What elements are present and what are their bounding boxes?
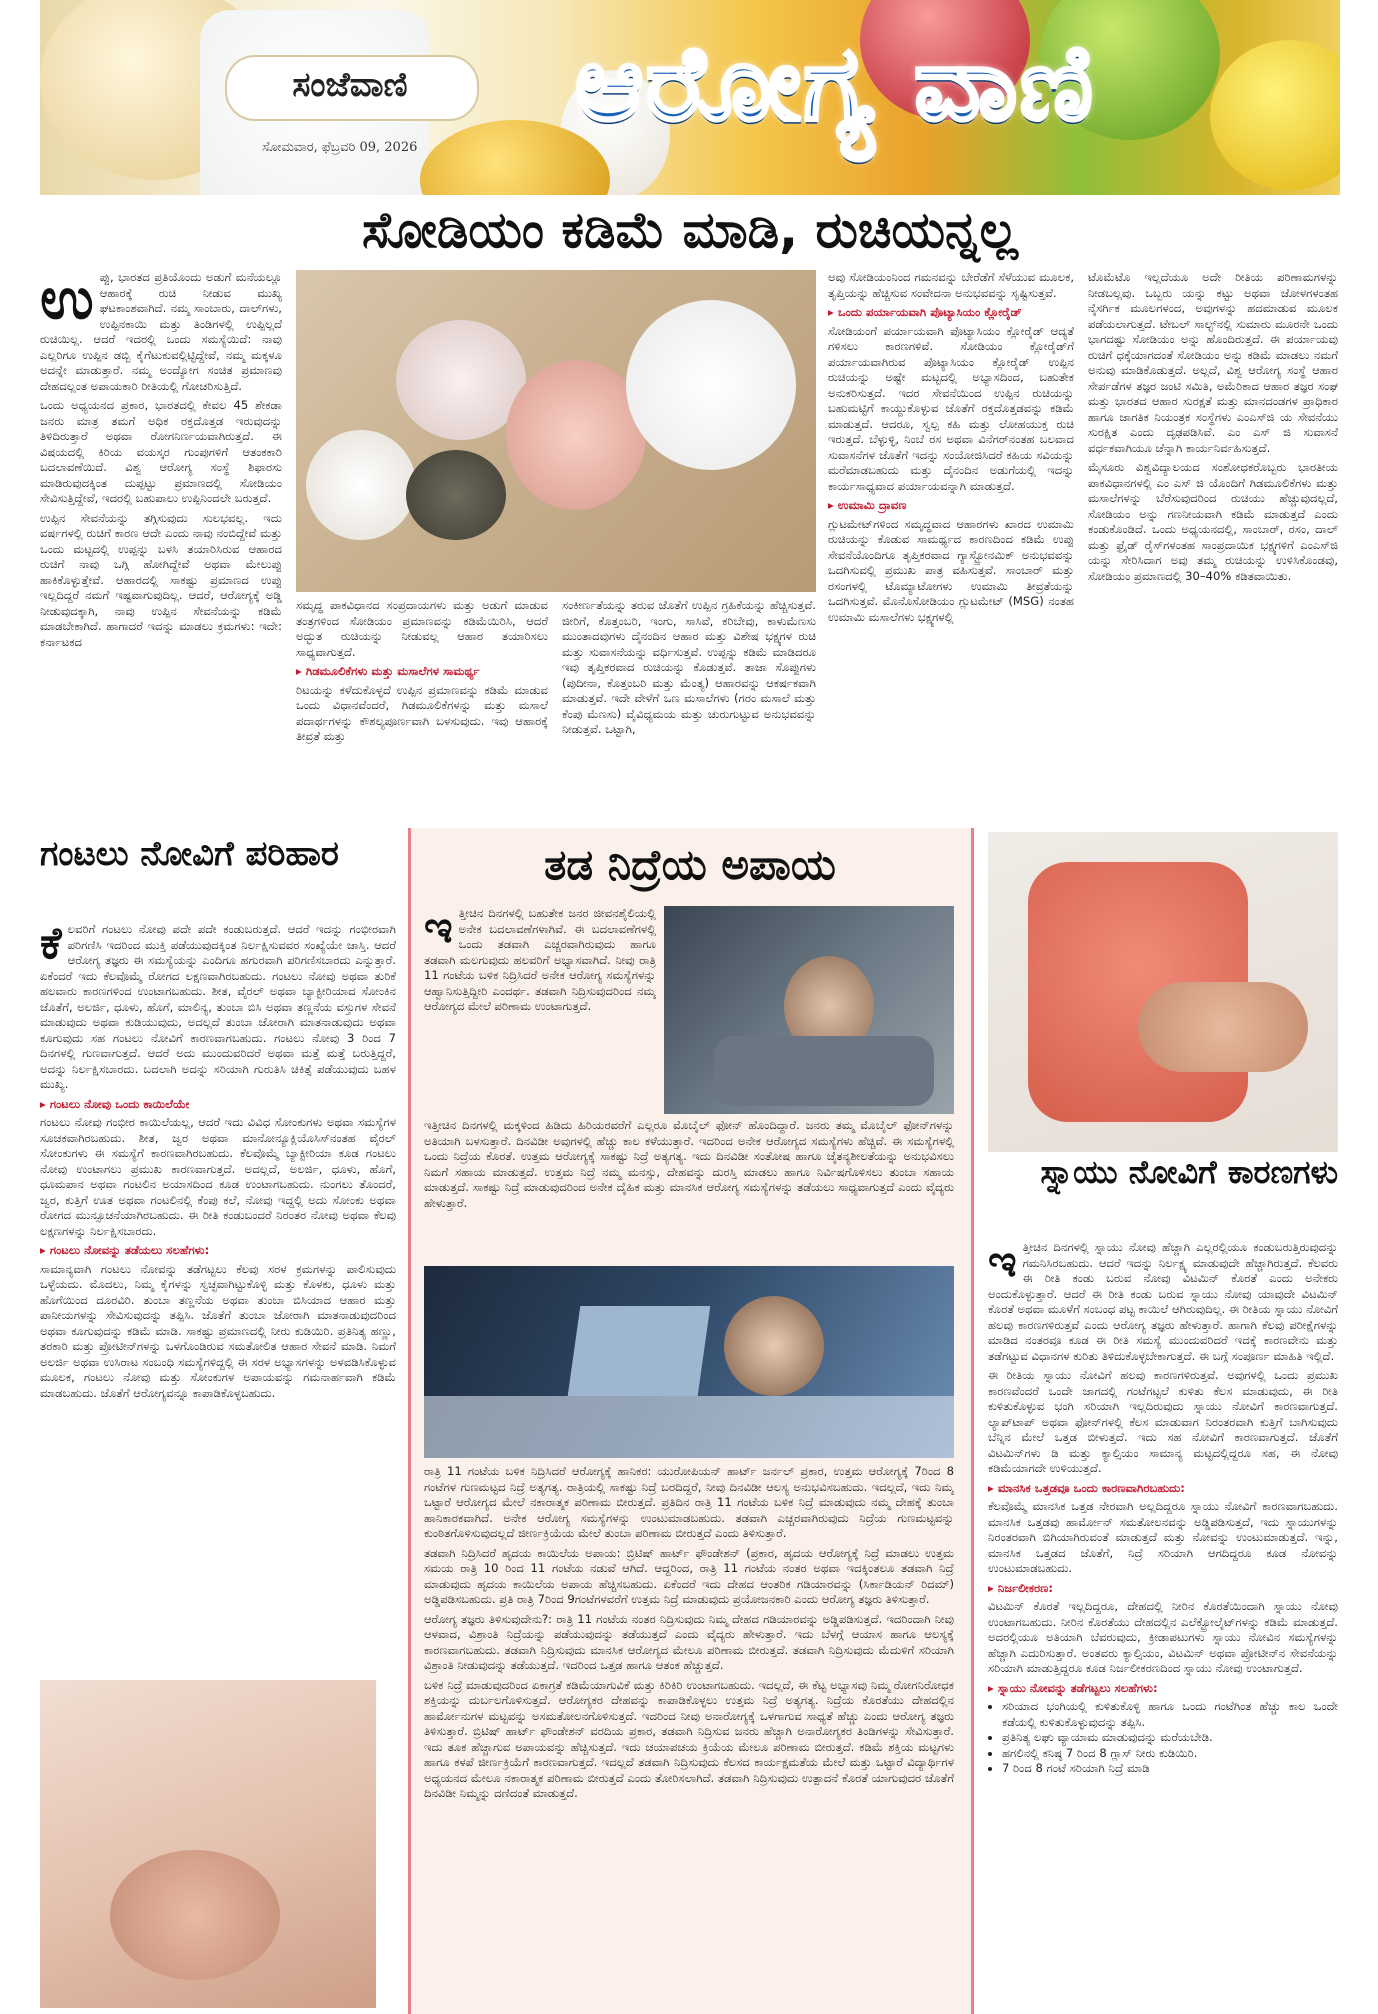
dropcap: ಉ — [40, 270, 94, 332]
sleep-para: ಆರೋಗ್ಯ ತಜ್ಞರು ತಿಳಿಸುವುದೇನು?: ರಾತ್ರಿ 11 ಗಂಟೆಯ ನಂತರ ನಿದ್ರಿಸುವುದು ನಿಮ್ಮ ದೇಹದ ಗಡಿಯಾರವನ್ನು ಅಡ್ಡಿಪಡಿಸುತ್ತದೆ. ಇದರಿಂದಾಗಿ ನೀವು ಆಳವಾದ, ವಿಶ್ರಾಂತಿ ನಿದ್ರೆಯನ್ನು ಪಡೆಯುವುದನ್ನು ತಡೆಯುತ್ತದೆ ಎಂದು ವೈದ್ಯರು ಹೇಳುತ್ತಾರೆ. ಇದು ಬೆಳಗ್ಗೆ ಆಯಾಸ ಹಾಗೂ ಆಲಸ್ಯಕ್ಕೆ ಕಾರಣವಾಗಬಹುದು. ತಡವಾಗಿ ನಿದ್ರಿಸುವುದು ಮಾನಸಿಕ ಆರೋಗ್ಯದ ಮೇಲೂ ಪರಿಣಾಮ ಬೀರುತ್ತದೆ. ತಡವಾಗಿ ನಿದ್ರಿಸುವುದು ಮೆದುಳಿಗೆ ಸರಿಯಾಗಿ ವಿಶ್ರಾಂತಿ ನೀಡುವುದನ್ನು ತಡೆಯುತ್ತದೆ. ಇದರಿಂದ ಒತ್ತಡ ಹಾಗೂ ಆತಂಕ ಹೆಚ್ಚುತ್ತದೆ. — [424, 1611, 954, 1672]
list-item: • 7 ರಿಂದ 8 ಗಂಟೆ ಸರಿಯಾಗಿ ನಿದ್ರೆ ಮಾಡಿ — [1002, 1761, 1338, 1777]
dropcap: ಇ — [424, 906, 453, 953]
sodium-para: ಗ್ಲುಟಮೇಟ್‌ಗಳಿಂದ ಸಮೃದ್ಧವಾದ ಆಹಾರಗಳು ಖಾರದ ಉಮಾಮಿ ರುಚಿಯನ್ನು ಕೊಡುವ ಸಾಮರ್ಥ್ಯದ ಕಾರಣದಿಂದ ಕಡಿಮೆ ಉಪ್ಪು ಸೇವನೆಯೊಂದಿಗೂ ತೃಪ್ತಿಕರವಾದ ಗ್ಯಾಸ್ಟ್ರೋನಮಿಕ್ ಅನುಭವವನ್ನು ಒದಗಿಸುವಲ್ಲಿ ಪ್ರಮುಖ ಪಾತ್ರ ವಹಿಸುತ್ತವೆ. ಸಾಂಬಾರ್ ಮತ್ತು ರಸಂಗಳಲ್ಲಿ ಟೊಮ್ಯಾಟೋಗಳು ಉಮಾಮಿ ತೀವ್ರತೆಯನ್ನು ಒದಗಿಸುತ್ತವೆ. ಮೊನೊಸೋಡಿಯಂ ಗ್ಲುಟಮೇಟ್ (MSG) ನಂತಹ ಉಮಾಮಿ ಮಸಾಲೆಗಳು ಭಕ್ಷ್ಯಗಳಲ್ಲಿ — [828, 516, 1074, 624]
list-item: • ಸರಿಯಾದ ಭಂಗಿಯಲ್ಲಿ ಕುಳಿತುಕೊಳ್ಳಿ ಹಾಗೂ ಒಂದು ಗಂಟೆಗಿಂತ ಹೆಚ್ಚು ಕಾಲ ಒಂದೇ ಕಡೆಯಲ್ಲಿ ಕುಳಿತುಕೊಳ್ಳುವುದನ್ನು ತಪ್ಪಿಸಿ. — [1002, 1699, 1338, 1730]
muscle-para: ತ್ತೀಚಿನ ದಿನಗಳಲ್ಲಿ ಸ್ನಾಯು ನೋವು ಹೆಚ್ಚಾಗಿ ಎಲ್ಲರಲ್ಲಿಯೂ ಕಂಡುಬರುತ್ತಿರುವುದನ್ನು ಗಮನಿಸಿರಬಹುದು. ಆದರೆ ಇದನ್ನು ನಿರ್ಲಕ್ಷ್ಯ ಮಾಡುವುದೇ ಹೆಚ್ಚಾಗಿರುತ್ತದೆ. ಕೆಲವರು ಈ ರೀತಿ ಕಂಡು ಬರುವ ನೋವು ವಿಟಮಿನ್ ಕೊರತೆ ಎಂದು ಅನೇಕರು ಅಂದುಕೊಳ್ಳುತ್ತಾರೆ. ಆದರೆ ಈ ರೀತಿ ಕಂಡು ಬರುವ ಸ್ನಾಯು ನೋವು ಯಾವುದೇ ವಿಟಮಿನ್ ಕೊರತೆ ಅಥವಾ ಮೂಳೆಗೆ ಸಂಬಂಧ ಪಟ್ಟ ಕಾಯಿಲೆ ಆಗಿರುವುದಿಲ್ಲ. ಈ ರೀತಿಯ ಸ್ನಾಯು ನೋವಿಗೆ ಹಲವು ಕಾರಣಗಳಿರುತ್ತವೆ ಎಂದು ಆರೋಗ್ಯ ತಜ್ಞರು ಹೇಳುತ್ತಾರೆ. ಹಾಗಾಗಿ ಕೆಲವು ಪರೀಕ್ಷೆಗಳನ್ನು ಮಾಡಿದ ನಂತರವೂ ಕೂಡ ಈ ರೀತಿ ಸಮಸ್ಯೆ ಮುಂದುವರಿದರೆ ಇದಕ್ಕೆ ಕಾರಣವೇನು ಮತ್ತು ತಡೆಗಟ್ಟುವ ವಿಧಾನಗಳ ಕುರಿತು ತಿಳಿದುಕೊಳ್ಳಬೇಕಾಗುತ್ತದೆ. ಈ ಬಗ್ಗೆ ಸಂಪೂರ್ಣ ಮಾಹಿತಿ ಇಲ್ಲಿದೆ. — [988, 1240, 1338, 1363]
sodium-para: ರಿಟಯನ್ನು ಕಳೆದುಕೊಳ್ಳದೆ ಉಪ್ಪಿನ ಪ್ರಮಾಣವನ್ನು ಕಡಿಮೆ ಮಾಡುವ ಒಂದು ವಿಧಾನವೆಂದರೆ, ಗಿಡಮೂಲಿಕೆಗಳನ್ನು ಮತ್ತು ಮಸಾಲೆ ಪದಾರ್ಥಗಳನ್ನು ಕೌಶಲ್ಯಪೂರ್ಣವಾಗಿ ಬಳಸುವುದು. ಇವು ಆಹಾರಕ್ಕೆ ತೀವ್ರತೆ ಮತ್ತು — [296, 682, 548, 743]
sodium-col-4 — [828, 270, 1074, 818]
phone-in-bed-image — [664, 906, 954, 1114]
sodium-para: ಉಪ್ಪಿನ ಸೇವನೆಯನ್ನು ತಗ್ಗಿಸುವುದು ಸುಲಭವಲ್ಲ. ಇದು ವರ್ಷಗಳಲ್ಲಿ ರುಚಿಗೆ ಕಾರಣ ಆದೇ ಎಂದು ನಾವು ನಂಬಿದ್ದೇವೆ ಮತ್ತು ಒಂದು ಮಟ್ಟದಲ್ಲಿ ಉಪ್ಪನ್ನು ಬಳಸಿ ತಯಾರಿಸಿರುವ ಆಹಾರದ ರುಚಿಗೆ ನಾವು ಒಗ್ಗಿ ಹೋಗಿದ್ದೇವೆ ಅಥವಾ ಮೇಲುಪ್ಪು ಹಾಕಿಕೊಳ್ಳುತ್ತೇವೆ. ಆಹಾರದಲ್ಲಿ ಸಾಕಷ್ಟು ಪ್ರಮಾಣದ ಉಪ್ಪು ಇಲ್ಲದಿದ್ದರೆ ನಮಗೆ ಇಷ್ಟವಾಗುವುದಿಲ್ಲ. ಆದರೆ, ಆರೋಗ್ಯಕ್ಕೆ ಅಡ್ಡಿ ನೀಡುವುದಕ್ಕಾಗಿ, ನಾವು ಉಪ್ಪಿನ ಸೇವನೆಯನ್ನು ಕಡಿಮೆ ಮಾಡಬೇಕಾಗಿದೆ. ಹಾಗಾದರೆ ಇದನ್ನು ಮಾಡಲು ಕ್ರಮಗಳು: ಇದೇ: ಕರ್ನಾಟಕದ — [40, 510, 282, 649]
sodium-para: ಟೊಮೆಟೊ ಇಲ್ಲದೆಯೂ ಅದೇ ರೀತಿಯ ಪರಿಣಾಮಗಳನ್ನು ನೀಡಬಲ್ಲವು. ಒಬ್ಬರು ಯನ್ನು ಕಟ್ಟು ಅಥವಾ ಜೋಳಗಳಂತಹ ನೈಸರ್ಗಿಕ ಮೂಲಗಳಂದ, ಅವುಗಳನ್ನು ಹದಮಾಡುವ ಮೂಲಕ ಪಡೆಯಲಾಗುತ್ತದೆ. ಟೇಬಲ್ ಸಾಲ್ಟ್‌ನಲ್ಲಿ ಸುಮಾರು ಮೂರನೇ ಒಂದು ಭಾಗದಷ್ಟು ಸೋಡಿಯಂ ಅನ್ನು ಹೊಂದಿರುತ್ತದೆ. ಈ ಪರ್ಯಾಯವು ರುಚಿಗೆ ಧಕ್ಕೆಯಾಗದಂತೆ ಸೋಡಿಯಂ ಅನ್ನು ಕಡಿಮೆ ಮಾಡಲು ನಮಗೆ ಅನುವು ಮಾಡಿಕೊಡುತ್ತದೆ. ಅಲ್ಲದೆ, ವಿಶ್ವ ಆರೋಗ್ಯ ಸಂಸ್ಥೆ ಆಹಾರ ಸೇರ್ಪಡೆಗಳ ತಜ್ಞರ ಜಂಟಿ ಸಮಿತಿ, ಅಮೆರಿಕಾದ ಆಹಾರ ತಜ್ಞರ ಸಂಘ ಮತ್ತು ಭಾರತದ ಆಹಾರ ಸುರಕ್ಷತೆ ಮತ್ತು ಮಾನದಂಡಗಳ ಪ್ರಾಧಿಕಾರ ಹಾಗೂ ಜಾಗತಿಕ ನಿಯಂತ್ರಕ ಸಂಸ್ಥೆಗಳು ಎಂಎಸ್‌ಜಿ ಯ ಸೇವನೆಯು ಸುರಕ್ಷಿತ ಎಂದು ದೃಢಪಡಿಸಿವೆ. ಎಂ ಎಸ್ ಜಿ ಸುವಾಸನೆ ವರ್ಧಕವಾಗಿಯೂ ಚೆನ್ನಾಗಿ ಕಾರ್ಯನಿರ್ವಹಿಸುತ್ತದೆ. — [1088, 270, 1338, 455]
section-title: ಆರೋಗ್ಯ ವಾಣಿ — [575, 22, 1096, 144]
lemon-image — [1210, 40, 1340, 190]
muscle-body — [988, 1240, 1338, 2008]
subheading: ▸ ಗಿಡಮೂಲಿಕೆಗಳು ಮತ್ತು ಮಸಾಲೆಗಳ ಸಾಮರ್ಥ್ಯ — [296, 664, 480, 678]
throat-pain-image — [40, 1680, 376, 2008]
list-item: • ಹಗಲಿನಲ್ಲಿ ಕನಿಷ್ಠ 7 ರಿಂದ 8 ಗ್ಲಾಸ್ ನೀರು ಕುಡಿಯಿರಿ. — [1002, 1746, 1338, 1762]
sleep-title: ತಡ ನಿದ್ರೆಯ ಅಪಾಯ — [544, 840, 836, 889]
dropcap: ಇ — [988, 1240, 1017, 1287]
sleep-para: ರಾತ್ರಿ 11 ಗಂಟೆಯ ಬಳಿಕ ನಿದ್ರಿಸಿದರೆ ಆರೋಗ್ಯಕ್ಕೆ ಹಾನಿಕರ: ಯುರೋಪಿಯನ್ ಹಾರ್ಟ್ ಜರ್ನಲ್ ಪ್ರಕಾರ, ಉತ್ತಮ ಆರೋಗ್ಯಕ್ಕೆ 7ರಿಂದ 8 ಗಂಟೆಗಳ ಗುಣಮಟ್ಟದ ನಿದ್ರೆ ಅತ್ಯಗತ್ಯ. ರಾತ್ರಿಯಲ್ಲಿ ಸಾಕಷ್ಟು ನಿದ್ರೆ ಬರದಿದ್ದರೆ, ನೀವು ದಿನವಿಡೀ ಆಲಸ್ಯ ಅನುಭವಿಸಬಹುದು. ಇದಲ್ಲದೆ, ಇದು ನಿಮ್ಮ ಒಟ್ಟಾರೆ ಆರೋಗ್ಯದ ಮೇಲೆ ನಕಾರಾತ್ಮಕ ಪರಿಣಾಮ ಬೀರುತ್ತದೆ. ಪ್ರತಿದಿನ ರಾತ್ರಿ 11 ಗಂಟೆಯ ಬಳಿಕ ನಿದ್ರೆ ಮಾಡುವುದು ನಮ್ಮ ದೇಹಕ್ಕೆ ತುಂಬಾ ಹಾನಿಕಾರಕವಾಗಿದೆ. ಅನೇಕ ಆರೋಗ್ಯ ಸಮಸ್ಯೆಗಳನ್ನು ಉಂಟುಮಾಡಬಹುದು. ತಡವಾಗಿ ಎಚ್ಚರವಾಗಿರುವುದು ನಿದ್ರೆಯ ಗುಣಮಟ್ಟವನ್ನು ಕುಂಠಿತಗೊಳಿಸುವುದಲ್ಲದೆ ಜೀರ್ಣಕ್ರಿಯೆಯ ಮೇಲೆ ತುಂಬಾ ಪರಿಣಾಮ ಬೀರುತ್ತದೆ ಎಂದು ತಿಳಿಸುತ್ತಾರೆ. — [424, 1464, 954, 1540]
sodium-para: ಸಮೃದ್ಧ ಪಾಕವಿಧಾನದ ಸಂಪ್ರದಾಯಗಳು ಮತ್ತು ಅಡುಗೆ ಮಾಡುವ ತಂತ್ರಗಳಿಂದ ಸೋಡಿಯಂ ಪ್ರಮಾಣವನ್ನು ಕಡಿಮೆಯಿರಿಸಿ, ಆದರೆ ಅದ್ಭುತ ರುಚಿಯನ್ನು ನೀಡುವಲ್ಲ ಆಹಾರ ತಯಾರಿಸಲು ಸಾಧ್ಯವಾಗುತ್ತದೆ. — [296, 598, 548, 659]
sodium-para: ಮೈಸೂರು ವಿಶ್ವವಿದ್ಯಾಲಯದ ಸಂಶೋಧಕರೊಬ್ಬರು ಭಾರತೀಯ ಪಾಕವಿಧಾನಗಳಲ್ಲಿ ಎಂ ಎಸ್ ಜಿ ಯೊಂದಿಗೆ ಗಿಡಮೂಲಿಕೆಗಳು ಮತ್ತು ಮಸಾಲೆಗಳನ್ನು ಬೆರೆಸುವುದರಿಂದ ರುಚಿಯು ಹೆಚ್ಚುವುದಲ್ಲದೆ, ಸೋಡಿಯಂ ಅನ್ನು ಗಣನೀಯವಾಗಿ ಕಡಿಮೆ ಮಾಡುತ್ತದೆ ಎಂದು ಕಂಡುಕೊಂಡಿದೆ. ಒಂದು ಅಧ್ಯಯನದಲ್ಲಿ, ಸಾಂಬಾರ್, ರಸಂ, ದಾಲ್ ಮತ್ತು ಫ್ರೈಡ್ ರೈಸ್‌ಗಳಂತಹ ಸಾಂಪ್ರದಾಯಿಕ ಭಕ್ಷ್ಯಗಳಿಗೆ ಎಂಎಸ್‌ಜಿ ಯನ್ನು ಸೇರಿಸಿದಾಗ ಅವು ತಮ್ಮ ರುಚಿಯನ್ನು ಉಳಿಸಿಕೊಂಡವು, ಸೋಡಿಯಂ ಪ್ರಮಾಣದಲ್ಲಿ 30–40% ಕಡಿತವಾಯಿತು. — [1088, 460, 1338, 583]
sodium-headline: ಸೋಡಿಯಂ ಕಡಿಮೆ ಮಾಡಿ, ರುಚಿಯನ್ನಲ್ಲ — [362, 201, 1018, 259]
muscle-title: ಸ್ನಾಯು ನೋವಿಗೆ ಕಾರಣಗಳು — [1040, 1153, 1338, 1191]
sodium-para: ಸೋಡಿಯಂಗೆ ಪರ್ಯಾಯವಾಗಿ ಪೊಟ್ಯಾಸಿಯಂ ಕ್ಲೋರೈಡ್ ಆದ್ಯತೆ ಗಳಿಸಲು ಕಾರಣಗಳಿವೆ. ಸೋಡಿಯಂ ಕ್ಲೋರೈಡ್‌ಗೆ ಪರ್ಯಾಯವಾಗಿರುವ ಪೊಟ್ಯಾಸಿಯಂ ಕ್ಲೋರೈಡ್ ಉಪ್ಪಿನ ರುಚಿಯನ್ನು ಅಷ್ಟೇ ಮಟ್ಟದಲ್ಲಿ ಅಭ್ಯಾಸದಿಂದ, ಬಹುತೇಕ ಅನುಕರಿಸುತ್ತದೆ. ಇದರ ಸೇವನೆಯಿಂದ ಉಪ್ಪಿನ ರುಚಿಯನ್ನು ಬಹುಮಟ್ಟಿಗೆ ಕಾಯ್ದುಕೊಳ್ಳುವ ಜೊತೆಗೆ ರಕ್ತದೊತ್ತಡವನ್ನು ಕಡಿಮೆ ಮಾಡುತ್ತದೆ. ಆದರೂ, ಸ್ವಲ್ಪ ಕಹಿ ಮತ್ತು ಲೋಹಯುಕ್ತ ರುಚಿ ಇರುತ್ತದೆ. ಬೆಳ್ಳುಳ್ಳಿ, ನಿಂಬೆ ರಸ ಅಥವಾ ವಿನೆಗರ್‌ನಂತಹ ಬಲವಾದ ಸುವಾಸನೆಗಳ ಜೊತೆಗೆ ಇದನ್ನು ಸಂಯೋಜಿಸಿದರೆ ಕಹಿಯ ಸವಿಯನ್ನು ಮರೆಮಾಡಬಹುದು ಮತ್ತು ದೈನಂದಿನ ಅಡುಗೆಯಲ್ಲಿ ಇದನ್ನು ಕಾರ್ಯಸಾಧ್ಯವಾದ ಪರ್ಯಾಯವನ್ನಾಗಿ ಮಾಡುತ್ತದೆ. — [828, 323, 1074, 493]
laptop-in-bed-image — [424, 1266, 954, 1458]
list-item: • ಪ್ರತಿನಿತ್ಯ ಲಘು ವ್ಯಾಯಾಮ ಮಾಡುವುದನ್ನು ಮರೆಯಬೇಡಿ. — [1002, 1730, 1338, 1746]
subheading: ▸ ಉಮಾಮಿ ದ್ರಾವಣ — [828, 498, 907, 512]
newspaper-logo[interactable]: ಸಂಜೆವಾಣಿ — [292, 65, 408, 105]
subheading: ▸ ಮಾನಸಿಕ ಒತ್ತಡವೂ ಒಂದು ಕಾರಣವಾಗಿರಬಹುದು: — [988, 1480, 1185, 1495]
sodium-para: ಪ್ಪು, ಭಾರತದ ಪ್ರತಿಯೊಂದು ಅಡುಗೆ ಮನೆಯಲ್ಲೂ ಆಹಾರಕ್ಕೆ ರುಚಿ ನೀಡುವ ಮುಖ್ಯ ಘಟಕಾಂಶವಾಗಿದೆ. ನಮ್ಮ ಸಾಂಬಾರು, ದಾಲ್‌ಗಳು, ಉಪ್ಪಿನಕಾಯಿ ಮತ್ತು ತಿಂಡಿಗಳಲ್ಲಿ ಉಪ್ಪಿಲ್ಲದೆ ರುಚಿಯಿಲ್ಲ. ಆದರೆ ಇದರಲ್ಲಿ ಒಂದು ಸಮಸ್ಯೆಯಿದೆ: ನಾವು ಎಲ್ಲರಿಗೂ ಉಪ್ಪಿನ ಡಬ್ಬಿ ಕೈಗೆಟುಕುವಲ್ಲಿಟ್ಟಿದ್ದೇವೆ, ನಮ್ಮ ಮಕ್ಕಳೂ ಅದನ್ನೇ ಮಾಡುತ್ತಾರೆ. ನಮ್ಮ ಅಂದ್ಯೋಗ ಸಂಚಿತ ಪ್ರಮಾಣವು ದೇಹದಲ್ಲಂತ ಅಪಾಯಕಾರಿ ರೀತಿಯಲ್ಲಿ ಗೋಚರಿಸುತ್ತಿದೆ. — [40, 270, 282, 393]
throat-title: ಗಂಟಲು ನೋವಿಗೆ ಪರಿಹಾರ — [40, 834, 339, 874]
throat-body — [40, 922, 396, 1672]
sleep-para: ಬಳಿಕ ನಿದ್ರೆ ಮಾಡುವುದರಿಂದ ಏಕಾಗ್ರತೆ ಕಡಿಮೆಯಾಗುವಿಕೆ ಮತ್ತು ಕಿರಿಕಿರಿ ಉಂಟಾಗಬಹುದು. ಇದಲ್ಲದೆ, ಈ ಕೆಟ್ಟ ಅಭ್ಯಾಸವು ನಿಮ್ಮ ರೋಗನಿರೋಧಕ ಶಕ್ತಿಯನ್ನು ದುರ್ಬಲಗೊಳಿಸುತ್ತದೆ. ಆರೋಗ್ಯಕರ ದೇಹವನ್ನು ಕಾಪಾಡಿಕೊಳ್ಳಲು ಉತ್ತಮ ನಿದ್ರೆ ಅತ್ಯಗತ್ಯ. ನಿದ್ರೆಯ ಕೊರತೆಯು ದೇಹದಲ್ಲಿನ ಹಾರ್ಮೋನುಗಳ ಮಟ್ಟವನ್ನು ಅಸಮತೋಲನಗೊಳಿಸುತ್ತದೆ. ಇದರಿಂದ ನೀವು ಅನಾರೋಗ್ಯಕ್ಕೆ ಒಳಗಾಗುವ ಸಾಧ್ಯತೆ ಹೆಚ್ಚು ಎಂದು ಆರೋಗ್ಯ ತಜ್ಞರು ತಿಳಿಸುತ್ತಾರೆ. ಬ್ರಿಟಿಷ್ ಹಾರ್ಟ್ ಫೌಂಡೇಶನ್ ವರದಿಯ ಪ್ರಕಾರ, ತಡವಾಗಿ ನಿದ್ರಿಸುವ ಜನರು ಹೆಚ್ಚಾಗಿ ಅನಾರೋಗ್ಯಕರ ತಿಂಡಿಗಳನ್ನು ಸೇವಿಸುತ್ತಾರೆ. ಇದು ತೂಕ ಹೆಚ್ಚಾಗುವ ಅಪಾಯವನ್ನು ಹೆಚ್ಚಿಸುತ್ತದೆ. ಇದು ಚಯಾಪಚಯ ಕ್ರಿಯೆಯ ಮೇಲೂ ಪರಿಣಾಮ ಬೀರುತ್ತದೆ. ಕಡಿಮೆ ಶಕ್ತಿಯ ಮಟ್ಟಗಳು ಹಾಗೂ ಕಳಪೆ ಜೀರ್ಣಕ್ರಿಯೆಗೆ ಕಾರಣವಾಗುತ್ತದೆ. ಇದಲ್ಲದೆ ತಡವಾಗಿ ನಿದ್ರಿಸುವುದು ಕೆಲಸದ ಕಾರ್ಯಕ್ಷಮತೆಯ ಮೇಲೆ ಮತ್ತು ಒಟ್ಟಾರೆ ವಿದ್ಯಾರ್ಥಿಗಳ ಅಧ್ಯಯನದ ಮೇಲೂ ನಕಾರಾತ್ಮಕ ಪರಿಣಾಮ ಬೀರುತ್ತದೆ ಎಂದು ತೋರಿಸಲಾಗಿದೆ. ತಡವಾಗಿ ನಿದ್ರಿಸುವುದು ಉತ್ಪಾದನೆ ಕೊರತೆ ಯಾಗುವುದರ ಜೊತೆಗೆ ದಿನವಿಡೀ ನಿಮ್ಮನ್ನು ದಣಿದಂತೆ ಮಾಡುತ್ತದೆ. — [424, 1677, 954, 1800]
dropcap: ಕೆ — [40, 922, 62, 969]
sleep-body — [424, 1464, 954, 2008]
sleep-para: ತ್ತೀಚಿನ ದಿನಗಳಲ್ಲಿ ಬಹುತೇಕ ಜನರ ಜೀವನಶೈಲಿಯಲ್ಲಿ ಅನೇಕ ಬದಲಾವಣೆಗಳಾಗಿವೆ. ಈ ಬದಲಾವಣೆಗಳಲ್ಲಿ ಒಂದು ತಡವಾಗಿ ಎಚ್ಚರವಾಗಿರುವುದು ಹಾಗೂ ತಡವಾಗಿ ಮಲಗುವುದು ಹಲವರಿಗೆ ಅಭ್ಯಾಸವಾಗಿದೆ. ನೀವು ರಾತ್ರಿ 11 ಗಂಟೆಯ ಬಳಿಕ ನಿದ್ರಿಸಿದರೆ ಅನೇಕ ಆರೋಗ್ಯ ಸಮಸ್ಯೆಗಳನ್ನು ಆಹ್ವಾನಿಸುತ್ತಿದ್ದೀರಿ ಎಂದರ್ಥ. ತಡವಾಗಿ ನಿದ್ರಿಸುವುದರಿಂದ ನಮ್ಮ ಆರೋಗ್ಯದ ಮೇಲೆ ಪರಿಣಾಮ ಉಂಟಾಗುತ್ತದೆ. — [424, 906, 656, 1013]
subheading: ▸ ನಿರ್ಜಲೀಕರಣ: — [988, 1580, 1054, 1595]
subheading: ▸ ಒಂದು ಪರ್ಯಾಯವಾಗಿ ಪೊಟ್ಯಾಸಿಯಂ ಕ್ಲೋರೈಡ್ — [828, 305, 1022, 319]
sodium-col-3: ಸಂಕೀರ್ಣತೆಯನ್ನು ತರುವ ಜೊತೆಗೆ ಉಪ್ಪಿನ ಗ್ರಹಿಕೆಯನ್ನು ಹೆಚ್ಚಿಸುತ್ತವೆ. ಜೀರಿಗೆ, ಕೊತ್ತಂಬರಿ, ಇಂಗು, ಸಾಸಿವೆ, ಕರಿಬೇವು, ಕಾಳುಮೆಣಸು ಮುಂತಾದವುಗಳು ದೈನಂದಿನ ಆಹಾರ ಮತ್ತು ವಿಶೇಷ ಭಕ್ಷ್ಯಗಳ ರುಚಿ ಮತ್ತು ಸುವಾಸನೆಯನ್ನು ವರ್ಧಿಸುತ್ತವೆ. ಉಪ್ಪನ್ನು ಕಡಿಮೆ ಮಾಡಿದರೂ ಇವು ತೃಪ್ತಿಕರವಾದ ರುಚಿಯನ್ನು ಕೊಡುತ್ತವೆ. ತಾಜಾ ಸೊಪ್ಪುಗಳು (ಪುದೀನಾ, ಕೊತ್ತಂಬರಿ ಮತ್ತು ಮೆಂತ್ಯ) ಆಹಾರವನ್ನು ಆಕರ್ಷಕವಾಗಿ ಮಾಡುತ್ತವೆ. ಇದೇ ವೇಳೆಗೆ ಒಣ ಮಸಾಲೆಗಳು (ಗರಂ ಮಸಾಲೆ ಮತ್ತು ಕೆಂಪು ಮೆಣಸು) ವೈವಿಧ್ಯಮಯ ಮತ್ತು ಚುರುಗುಟ್ಟುವ ಅನುಭವವನ್ನು ನೀಡುತ್ತವೆ. ಒಟ್ಟಾಗಿ, — [562, 598, 816, 736]
sleep-para-2: ಇತ್ತೀಚಿನ ದಿನಗಳಲ್ಲಿ ಮಕ್ಕಳಿಂದ ಹಿಡಿದು ಹಿರಿಯರವರೆಗೆ ಎಲ್ಲರೂ ಮೊಬೈಲ್ ಫೋನ್ ಹೊಂದಿದ್ದಾರೆ. ಜನರು ತಮ್ಮ ಮೊಬೈಲ್ ಫೋನ್‌ಗಳನ್ನು ಅತಿಯಾಗಿ ಬಳಸುತ್ತಾರೆ. ದಿನವಿಡೀ ಅವುಗಳಲ್ಲಿ ಹೆಚ್ಚು ಕಾಲ ಕಳೆಯುತ್ತಾರೆ. ಇದರಿಂದ ಅನೇಕ ಆರೋಗ್ಯದ ಸಮಸ್ಯೆಗಳು ಹೆಚ್ಚಿವೆ. ಈ ಸಮಸ್ಯೆಗಳಲ್ಲಿ ಒಂದು ನಿದ್ರೆಯ ಕೊರತೆ. ಉತ್ತಮ ಆರೋಗ್ಯಕ್ಕೆ ಸಾಕಷ್ಟು ನಿದ್ರೆ ಅತ್ಯಗತ್ಯ. ಇದು ದಿನವಿಡೀ ಸಂತೋಷ ಹಾಗೂ ಚೈತನ್ಯಶೀಲತೆಯನ್ನು ಅನುಭವಿಸಲು ನಿಮಗೆ ಸಹಾಯ ಮಾಡುತ್ತದೆ. ಉತ್ತಮ ನಿದ್ರೆ ನಮ್ಮ ಮನಸ್ಸು, ದೇಹವನ್ನು ದುರಸ್ತಿ ಮಾಡಲು ಹಾಗೂ ನಿರ್ವಿಷಗೊಳಿಸಲು ತುಂಬಾ ಸಹಾಯ ಮಾಡುತ್ತದೆ. ಸಾಕಷ್ಟು ನಿದ್ರೆ ಮಾಡುವುದರಿಂದ ಅನೇಕ ದೈಹಿಕ ಮತ್ತು ಮಾನಸಿಕ ಆರೋಗ್ಯ ಸಮಸ್ಯೆಗಳನ್ನು ತಡೆಯಲು ಸಾಧ್ಯವಾಗುತ್ತದೆ ಎಂದು ವೈದ್ಯರು ಹೇಳುತ್ತಾರೆ. — [424, 1118, 954, 1210]
sodium-col-2 — [296, 598, 548, 818]
muscle-para: ವಿಟಮಿನ್ ಕೊರತೆ ಇಲ್ಲದಿದ್ದರೂ, ದೇಹದಲ್ಲಿ ನೀರಿನ ಕೊರತೆಯಿಂದಾಗಿ ಸ್ನಾಯು ನೋವು ಉಂಟಾಗಬಹುದು. ನೀರಿನ ಕೊರತೆಯು ದೇಹದಲ್ಲಿನ ಎಲೆಕ್ಟ್ರೋಲೈಟ್‌ಗಳನ್ನು ಕಡಿಮೆ ಮಾಡುತ್ತದೆ. ಅದರಲ್ಲಿಯೂ ಅತಿಯಾಗಿ ಬೆವರುವುದು, ಕ್ರೀಡಾಪಟುಗಳು ಸ್ನಾಯು ನೋವಿನ ಸಮಸ್ಯೆಗಳನ್ನು ಹೆಚ್ಚಾಗಿ ಎದುರಿಸುತ್ತಾರೆ. ಅಂತವರು ಕ್ಯಾಲ್ಸಿಯಂ, ವಿಟಮಿನ್ ಅಥವಾ ಪ್ರೋಟೀನ್‌ನ ಸೇವನೆಯನ್ನು ಸರಿಯಾಗಿ ಮಾಡುತ್ತಿದ್ದರೂ ಕೂಡ ನಿರ್ಜಲೀಕರಣದಿಂದ ಸ್ನಾಯು ನೋವು ಉಂಟಾಗುತ್ತದೆ. — [988, 1599, 1338, 1675]
salt-spoons-image — [296, 270, 816, 592]
muscle-para: ಕೆಲವೊಮ್ಮೆ ಮಾನಸಿಕ ಒತ್ತಡ ನೇರವಾಗಿ ಅಲ್ಲದಿದ್ದರೂ ಸ್ನಾಯು ನೋವಿಗೆ ಕಾರಣವಾಗಬಹುದು. ಮಾನಸಿಕ ಒತ್ತಡವು ಹಾರ್ಮೋನ್ ಸಮತೋಲನವನ್ನು ಅಡ್ಡಿಪಡಿಸುತ್ತದೆ, ಇದು ಸ್ನಾಯುಗಳನ್ನು ನಿರಂತರವಾಗಿ ಬಿಗಿಯಾಗಿರುವಂತೆ ಮಾಡುತ್ತದೆ ಮತ್ತು ನೋವನ್ನು ಉಂಟುಮಾಡುತ್ತದೆ. ಇನ್ನು, ಮಾನಸಿಕ ಒತ್ತಡದ ಜೊತೆಗೆ, ನಿದ್ರೆ ಸರಿಯಾಗಿ ಆಗದಿದ್ದರೂ ಕೂಡ ನೋವನ್ನು ಉಂಟುಮಾಡಬಹುದು. — [988, 1499, 1338, 1575]
elbow-pain-image — [988, 832, 1338, 1152]
sodium-para: ಒಂದು ಅಧ್ಯಯನದ ಪ್ರಕಾರ, ಭಾರತದಲ್ಲಿ ಕೇವಲ 45 ಶೇಕಡಾ ಜನರು ಮಾತ್ರ ತಮಗೆ ಅಧಿಕ ರಕ್ತದೊತ್ತಡ ಇರುವುದನ್ನು ತಿಳಿದಿರುತ್ತಾರೆ ಅಥವಾ ರೋಗನಿರ್ಣಯವಾಗಿರುತ್ತದೆ. ಈ ವಿಷಯದಲ್ಲಿ ಕಿರಿಯ ವಯಸ್ಕರ ಗುಂಪುಗಳಿಗೆ ಆತಂಕಕಾರಿ ಬದಲಾವಣೆಯಿದೆ. ವಿಶ್ವ ಆರೋಗ್ಯ ಸಂಸ್ಥೆ ಶಿಫಾರಸು ಮಾಡಿರುವುದಕ್ಕಿಂತ ದುಪ್ಪಟ್ಟು ಪ್ರಮಾಣದಲ್ಲಿ ಸೋಡಿಯಂ ಸೇವಿಸುತ್ತಿದ್ದೇವೆ, ಇದರಲ್ಲಿ ಬಹುಪಾಲು ಉಪ್ಪಿನಿಂದಲೇ ಬರುತ್ತದೆ. — [40, 398, 282, 505]
sodium-col-1 — [40, 270, 282, 818]
subheading: ▸ ಸ್ನಾಯು ನೋವನ್ನು ತಡೆಗಟ್ಟಲು ಸಲಹೆಗಳು: — [988, 1680, 1158, 1695]
sodium-para: ಅವು ಸೋಡಿಯಂನಿಂದ ಗಮನವನ್ನು ಬೇರೆಡೆಗೆ ಸೆಳೆಯುವ ಮೂಲಕ, ತೃಪ್ತಿಯನ್ನು ಹೆಚ್ಚಿಸುವ ಸಂವೇದನಾ ಅನುಭವವನ್ನು ಸೃಷ್ಟಿಸುತ್ತವೆ. — [828, 270, 1074, 300]
issue-date: ಸೋಮವಾರ, ಫೆಬ್ರವರಿ 09, 2026 — [262, 140, 418, 155]
sleep-para: ತಡವಾಗಿ ನಿದ್ರಿಸಿದರೆ ಹೃದಯ ಕಾಯಿಲೆಯ ಅಪಾಯ: ಬ್ರಿಟಿಷ್ ಹಾರ್ಟ್ ಫೌಂಡೇಶನ್ (ಪ್ರಕಾರ, ಹೃದಯ ಆರೋಗ್ಯಕ್ಕೆ ನಿದ್ರೆ ಮಾಡಲು ಉತ್ತಮ ಸಮಯ ರಾತ್ರಿ 10 ರಿಂದ 11 ಗಂಟೆಯ ನಡುವೆ ಆಗಿದೆ. ಆದ್ದರಿಂದ, ರಾತ್ರಿ 11 ಗಂಟೆಯ ನಂತರ ಅಥವಾ ಇದಕ್ಕಿಂತಲೂ ತಡವಾಗಿ ನಿದ್ರೆ ಮಾಡುವುದು ಹೃದಯ ಕಾಯಿಲೆಯ ಅಪಾಯ ಹೆಚ್ಚಿಸಬಹುದು. ಏಕೆಂದರೆ ಇದು ದೇಹದ ಆಂತರಿಕ ಗಡಿಯಾರವನ್ನು (ಸಿರ್ಕಾಡಿಯನ್ ರಿದಮ್) ಅಡ್ಡಿಪಡಿಸಬಹುದು. ಪ್ರತಿ ರಾತ್ರಿ 7ರಿಂದ 9ಗಂಟೆಗಳವರೆಗೆ ಉತ್ತಮ ನಿದ್ರೆ ಮಾಡುವುದು ಪ್ರಯೋಜನಕಾರಿ ಎಂದು ಆರೋಗ್ಯ ತಜ್ಞರು ತಿಳಿಸುತ್ತಾರೆ. — [424, 1545, 954, 1606]
subheading: ▸ ಗಂಟಲು ನೋವು ಒಂದು ಕಾಯಿಲೆಯೇ — [40, 1096, 190, 1111]
throat-para: ಗಂಟಲು ನೋವು ಗಂಭೀರ ಕಾಯಿಲೆಯಲ್ಲ, ಆದರೆ ಇದು ವಿವಿಧ ಸೋಂಕುಗಳು ಅಥವಾ ಸಮಸ್ಯೆಗಳ ಸೂಚಕವಾಗಿರಬಹುದು. ಶೀತ, ಜ್ವರ ಅಥವಾ ಮಾನೋನ್ಯೂಕ್ಲಿಯೊಸಿಸ್‌ನಂತಹ ವೈರಲ್ ಸೋಂಕುಗಳು ಈ ಸಮಸ್ಯೆಗೆ ಕಾರಣವಾಗಿರಬಹುದು. ಕೆಲವೊಮ್ಮೆ ಬ್ಯಾಕ್ಟೀರಿಯಾ ಕೂಡ ಗಂಟಲು ನೋವು ಉಂಟಾಗಲು ಪ್ರಮುಖ ಕಾರಣವಾಗುತ್ತದೆ. ಅದಲ್ಲದೆ, ಅಲರ್ಜಿ, ಧೂಳು, ಹೊಗೆ, ಧೂಮಪಾನ ಅಥವಾ ಗಂಟಲಿನ ಅಯಾಸದಿಂದ ಕೂಡ ಉಂಟಾಗಬಹುದು. ನುಂಗಲು ತೊಂದರೆ, ಜ್ವರ, ಕುತ್ತಿಗೆ ಊತ ಅಥವಾ ಗಂಟಲಿನಲ್ಲಿ ಕೆಂಪು ಕಲೆ, ನೋವು ಇದ್ದಲ್ಲಿ ಅದು ಸೋಂಕು ಅಥವಾ ರೋಗದ ಮುನ್ಸೂಚನೆಯಾಗಿರಬಹುದು. ಈ ರೀತಿ ಕಂಡುಬಂದರೆ ನಿರಂತರ ನೋವು ಅಥವಾ ಕೆಲವು ಲಕ್ಷಣಗಳನ್ನು ನಿರ್ಲಕ್ಷಿಸಬಾರದು. — [40, 1115, 396, 1238]
muscle-para: ಈ ರೀತಿಯ ಸ್ನಾಯು ನೋವಿಗೆ ಹಲವು ಕಾರಣಗಳಿರುತ್ತವೆ. ಅವುಗಳಲ್ಲಿ ಒಂದು ಪ್ರಮುಖ ಕಾರಣವೆಂದರೆ ಒಂದೇ ಜಾಗದಲ್ಲಿ ಗಂಟೆಗಟ್ಟಲೆ ಕುಳಿತು ಕೆಲಸ ಮಾಡುವುದು, ಈ ರೀತಿ ಕುಳಿತುಕೊಳ್ಳುವ ಭಂಗಿ ಸರಿಯಾಗಿ ಇಲ್ಲದಿರುವುದು ಸ್ನಾಯು ನೋವಿಗೆ ಕಾರಣವಾಗುತ್ತದೆ. ಲ್ಯಾಪ್‌ಟಾಪ್ ಅಥವಾ ಫೋನ್‌ಗಳಲ್ಲಿ ಕೆಲಸ ಮಾಡುವಾಗ ನಿರಂತರವಾಗಿ ಕುತ್ತಿಗೆ ಬಾಗಿಸುವುದು ಬೆನ್ನಿನ ಮೇಲೆ ಒತ್ತಡ ಬೀಳುತ್ತದೆ. ಇದು ಸಹ ನೋವಿಗೆ ಕಾರಣವಾಗುತ್ತದೆ. ಜೊತೆಗೆ ವಿಟಮಿನ್‌ಗಳು ಡಿ ಮತ್ತು ಕ್ಯಾಲ್ಸಿಯಂ ಸಾಮಾನ್ಯ ಮಟ್ಟದಲ್ಲಿದ್ದರೂ ಸಹ, ಈ ನೋವು ಕಡಿಮೆಯಾಗದೇ ಉಳಿಯುತ್ತದೆ. — [988, 1368, 1338, 1475]
throat-para: ಲವರಿಗೆ ಗಂಟಲು ನೋವು ಪದೇ ಪದೇ ಕಂಡುಬರುತ್ತದೆ. ಆದರೆ ಇದನ್ನು ಗಂಭೀರವಾಗಿ ಪರಿಗಣಿಸಿ ಇದರಿಂದ ಮುಕ್ತಿ ಪಡೆಯುವುದಕ್ಕಿಂತ ನಿರ್ಲಕ್ಷಿಸುವವರ ಸಂಖ್ಯೆಯೇ ಜಾಸ್ತಿ. ಆದರೆ ಆರೋಗ್ಯ ತಜ್ಞರು ಈ ಸಮಸ್ಯೆಯನ್ನು ಎಂದಿಗೂ ಹಗುರವಾಗಿ ಪರಿಗಣಿಸಬಾರದು ಎನ್ನುತ್ತಾರೆ. ಏಕೆಂದರೆ ಇದು ಕೆಲವೊಮ್ಮೆ ರೋಗದ ಲಕ್ಷಣವಾಗಿರಬಹುದು. ಗಂಟಲು ನೋವು ಅಥವಾ ತುರಿಕೆ ಹಲವಾರು ಕಾರಣಗಳಿಂದ ಉಂಟಾಗಬಹುದು. ಶೀತ, ವೈರಲ್ ಅಥವಾ ಬ್ಯಾಕ್ಟೀರಿಯಾದ ಸೋಂಕಿನ ಜೊತೆಗೆ, ಅಲರ್ಜಿ, ಧೂಳು, ಹೊಗೆ, ಮಾಲಿನ್ಯ, ತುಂಬಾ ಬಿಸಿ ಅಥವಾ ತಣ್ಣನೆಯ ವಸ್ತುಗಳ ಸೇವನೆ ಮಾಡುವುದು ಅಥವಾ ಕುಡಿಯುವುದು, ಅದಲ್ಲದೆ ತುಂಬಾ ಜೋರಾಗಿ ಮಾತನಾಡುವುದು ಅಥವಾ ಕೂಗುವುದು ಸಹ ಗಂಟಲು ನೋವಿಗೆ ಕಾರಣವಾಗಬಹುದು. ಗಂಟಲು ನೋವು 3 ರಿಂದ 7 ದಿನಗಳಲ್ಲಿ ಗುಣವಾಗುತ್ತದೆ. ಆದರೆ ಅದು ಮುಂದುವರಿದರೆ ಅಥವಾ ಮತ್ತೆ ಮತ್ತೆ ಬರುತ್ತಿದ್ದರೆ, ಅದನ್ನು ನಿರ್ಲಕ್ಷಿಸಬಾರದು. ಬದಲಾಗಿ ಅದನ್ನು ಸರಿಯಾಗಿ ಗುರುತಿಸಿ ಚಿಕಿತ್ಸೆ ಪಡೆಯುವುದು ಬಹಳ ಮುಖ್ಯ. — [40, 922, 396, 1091]
muscle-tips-list — [1002, 1699, 1338, 1777]
sodium-col-5 — [1088, 270, 1338, 818]
throat-para: ಸಾಮಾನ್ಯವಾಗಿ ಗಂಟಲು ನೋವನ್ನು ತಡೆಗಟ್ಟಲು ಕೆಲವು ಸರಳ ಕ್ರಮಗಳನ್ನು ಪಾಲಿಸುವುದು ಒಳ್ಳೆಯದು. ಮೊದಲು, ನಿಮ್ಮ ಕೈಗಳನ್ನು ಸ್ವಚ್ಛವಾಗಿಟ್ಟುಕೊಳ್ಳಿ ಮತ್ತು ಕೊಳಕು, ಧೂಳು ಮತ್ತು ಹೊಗೆಯಿಂದ ದೂರವಿರಿ. ತುಂಬಾ ತಣ್ಣನೆಯ ಅಥವಾ ತುಂಬಾ ಬಿಸಿಯಾದ ಆಹಾರ ಮತ್ತು ಪಾನೀಯಗಳನ್ನು ಸೇವಿಸುವುದನ್ನು ತಪ್ಪಿಸಿ. ಜೊತೆಗೆ ತುಂಬಾ ಜೋರಾಗಿ ಮಾತನಾಡುವುದರಿಂದ ಅಥವಾ ಕೂಗುವುದನ್ನು ಕಡಿಮೆ ಮಾಡಿ. ಸಾಕಷ್ಟು ಪ್ರಮಾಣದಲ್ಲಿ ನೀರು ಕುಡಿಯಿರಿ. ಪ್ರತಿನಿತ್ಯ ಹಣ್ಣು, ತರಕಾರಿ ಮತ್ತು ಪ್ರೋಟೀನ್‌ಗಳನ್ನು ಒಳಗೊಂಡಿರುವ ಸಮತೋಲಿತ ಆಹಾರ ಸೇವನೆ ಮಾಡಿ. ನಿಮಗೆ ಅಲರ್ಜಿ ಅಥವಾ ಉಸಿರಾಟ ಸಂಬಂಧಿ ಸಮಸ್ಯೆಗಳಿದ್ದಲ್ಲಿ ಈ ಸರಳ ಅಭ್ಯಾಸಗಳನ್ನು ಅಳವಡಿಸಿಕೊಳ್ಳುವ ಮೂಲಕ, ಗಂಟಲು ನೋವು ಮತ್ತು ಸೋಂಕುಗಳ ಅಪಾಯವನ್ನು ಗಮನಾರ್ಹವಾಗಿ ಕಡಿಮೆ ಮಾಡಬಹುದು. ಜೊತೆಗೆ ಆರೋಗ್ಯವನ್ನೂ ಕಾಪಾಡಿಕೊಳ್ಳಬಹುದು. — [40, 1261, 396, 1400]
subheading: ▸ ಗಂಟಲು ನೋವನ್ನು ತಡೆಯಲು ಸಲಹೆಗಳು: — [40, 1243, 210, 1257]
